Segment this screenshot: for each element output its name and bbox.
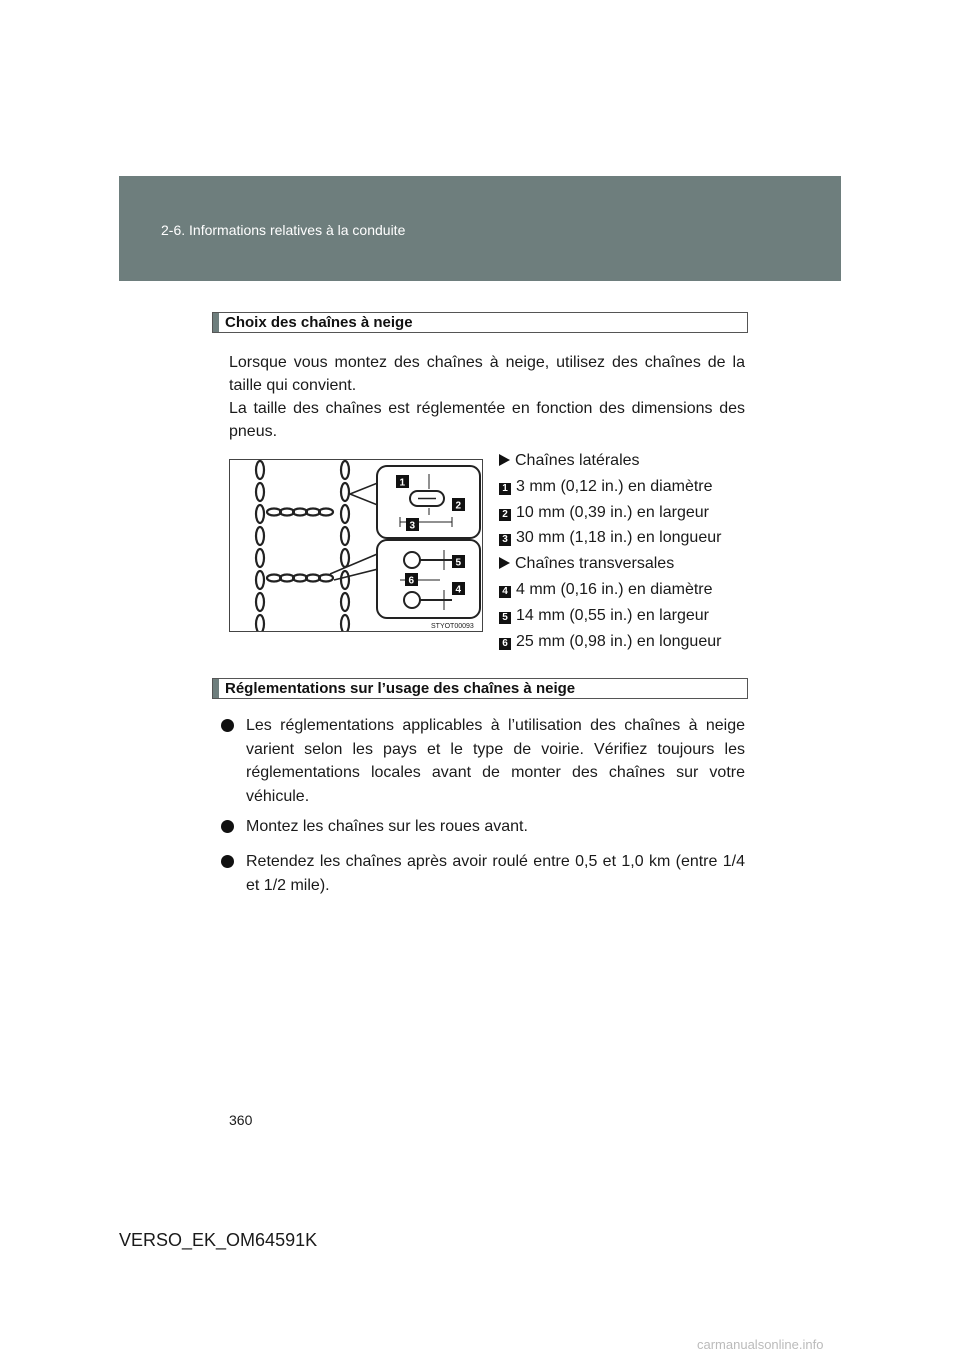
snow-chain-diagram [229,459,483,632]
legend-item-2: 2 10 mm (0,39 in.) en largeur [499,504,709,528]
legend-item-3: 3 30 mm (1,18 in.) en longueur [499,529,721,553]
figure-callout-6: 6 [408,575,415,587]
legend-item-6: 6 25 mm (0,98 in.) en longueur [499,633,721,657]
legend-item-5: 5 14 mm (0,55 in.) en largeur [499,607,709,631]
figure-code: STYOT00093 [431,623,474,630]
number-badge-1: 1 [499,483,511,495]
section-title-bar [213,313,219,332]
legend-item-4: 4 4 mm (0,16 in.) en diamètre [499,581,713,605]
page-number: 360 [229,1112,253,1128]
number-badge-6: 6 [499,638,511,650]
bullet-item-retighten: Retendez les chaînes après avoir roulé entre 0,5 et 1,0 km (entre 1/4 et 1/2 mile). [221,850,745,897]
number-badge-4: 4 [499,586,511,598]
number-badge-3: 3 [499,534,511,546]
figure-callout-4: 4 [455,584,462,596]
section-title-snow-chain-choice [212,312,748,333]
legend-item-1: 1 3 mm (0,12 in.) en diamètre [499,478,713,502]
bullet-dot-icon [221,820,234,833]
section-title-chain-regulations [212,678,748,699]
chapter-header [119,176,841,281]
number-badge-2: 2 [499,509,511,521]
legend-cross-chains-title: Chaînes transversales [499,555,674,579]
figure-callout-1: 1 [399,477,406,489]
document-code: VERSO_EK_OM64591K [119,1230,318,1250]
bullet-dot-icon [221,855,234,868]
watermark-text: carmanualsonline.info [697,1337,824,1352]
bullet-item-front-wheels: Montez les chaînes sur les roues avant. [221,815,745,839]
section-title-text: Choix des chaînes à neige [225,314,413,331]
chapter-title: 2-6. Informations relatives à la conduite [161,222,406,238]
paragraph-chain-size: Lorsque vous montez des chaînes à neige, utilisez des chaînes de la taille qui convient. [229,354,745,394]
figure-callout-5: 5 [455,557,462,569]
chain-illustration [230,460,482,631]
bullet-dot-icon [221,719,234,732]
figure-callout-3: 3 [409,520,416,532]
triangle-bullet-icon [499,557,510,569]
number-badge-5: 5 [499,612,511,624]
section-title-text: Réglementations sur l’usage des chaînes à neige [225,680,576,697]
bullet-item-regulations: Les réglementations applicables à l’utilisation des chaînes à neige varient selon les pays et le type de voirie. Vérifiez toujours les réglementations locales avant de monter des chaînes sur votre véhicule. [221,714,745,808]
triangle-bullet-icon [499,454,510,466]
paragraph-chain-regulation: La taille des chaînes est réglementée en fonction des dimensions des pneus. [229,400,745,440]
legend-side-chains-title: Chaînes latérales [499,452,640,476]
section-title-bar [213,679,219,698]
figure-callout-2: 2 [455,500,462,512]
